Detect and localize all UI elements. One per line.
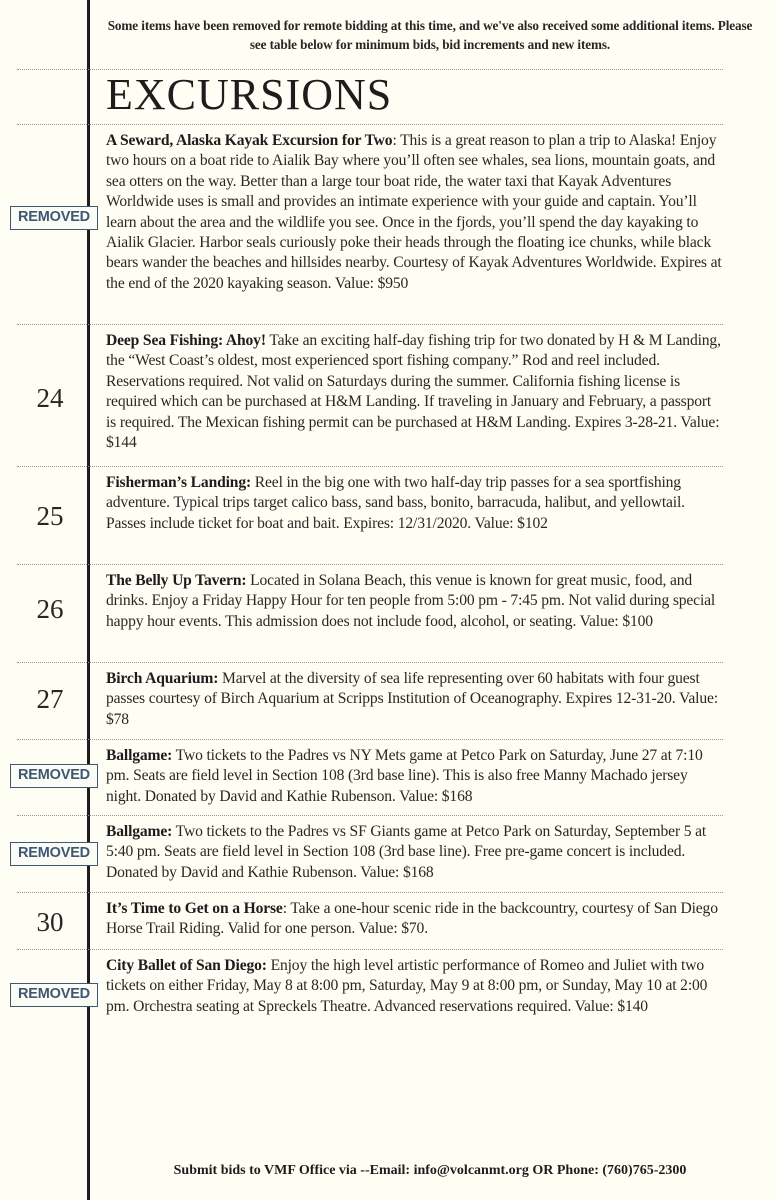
removal-notice: Some items have been removed for remote bidding at this time, and we've also received some additional items. Please see table below for minimum bids, bid increments and new items. (107, 18, 753, 52)
section-title: EXCURSIONS (106, 70, 393, 119)
item-text: Take a one-hour scenic ride in the backcountry, courtesy of San Diego Horse Trail Riding. Valid for one person. Value: $70. (106, 900, 718, 938)
item-description: It’s Time to Get on a Horse: Take a one-hour scenic ride in the backcountry, courtesy of San Diego Horse Trail Riding. Valid for one person. Value: $70. (106, 900, 718, 938)
item-text: Two tickets to the Padres vs NY Mets game at Petco Park on Saturday, June 27 at 7:10 pm. Seats are field level in Section 108 (3rd base line). This is also free Manny Machado jersey night. Donated by David and Kathie Rubenson. Value: $168 (106, 747, 703, 805)
item-title: A Seward, Alaska Kayak Excursion for Two (106, 132, 393, 149)
separator (17, 466, 723, 467)
item-number: 26 (36, 594, 64, 624)
item-description (106, 956, 722, 1017)
item-text: Located in Solana Beach, this venue is known for great music, food, and drinks. Enjoy a Friday Happy Hour for ten people from 5:00 pm - 7:45 pm. Not valid during special happy hour events. This admission does not include food, alcohol, or seating. Value: $100 (106, 572, 716, 630)
separator (17, 564, 723, 565)
item-description (106, 746, 722, 807)
item-text: This is a great reason to plan a trip to Alaska! Enjoy two hours on a boat ride to Aialik Bay where you’ll often see whales, sea lions, mountain goats, and sea otters on the way. Better than a large tour boat ride, the water taxi that Kayak Adventures Worldwide uses is small and provides an intimate experience with your guide and captain. You’ll learn about the area and the wildlife you see. Once in the fjords, you’ll spend the day kayaking to Aialik Glacier. Harbor seals curiously poke their heads through the floating ice chunks, while black bears wander the beaches and hillsides nearby. Courtesy of Kayak Adventures Worldwide. Expires at the end of the 2020 kayaking season. Value: $950 (106, 132, 722, 292)
item-text: Enjoy the high level artistic performance of Romeo and Juliet with two tickets on either Friday, May 8 at 8:00 pm, Saturday, May 9 at 8:00 pm, or Sunday, May 10 at 2:00 pm. Orchestra seating at Spreckels Theatre. Advanced reservations required. Value: $140 (106, 957, 708, 1015)
item-description (106, 822, 722, 883)
separator (17, 324, 723, 325)
item-description (106, 331, 722, 453)
separator (17, 949, 723, 950)
removed-badge: REMOVED (10, 842, 98, 866)
item-number: 25 (36, 501, 64, 531)
removed-badge: REMOVED (10, 983, 98, 1007)
item-number: 30 (36, 907, 64, 937)
item-title: Fisherman’s Landing: (106, 474, 252, 491)
item-text: Two tickets to the Padres vs SF Giants game at Petco Park on Saturday, September 5 at 5:40 pm. Seats are field level in Section 108 (3rd base line). Free pre-game concert is included. Donated by David and Kathie Rubenson. Value: $168 (106, 823, 707, 881)
removed-badge: REMOVED (10, 764, 98, 788)
vertical-rule (87, 0, 90, 1200)
separator (17, 124, 723, 125)
item-description (106, 571, 722, 632)
item-description (106, 669, 722, 730)
item-title: It’s Time to Get on a Horse (106, 900, 283, 917)
item-text: Marvel at the diversity of sea life representing over 60 habitats with four guest passes courtesy of Birch Aquarium at Scripps Institution of Oceanography. Expires 12-31-20. Value: $78 (106, 670, 718, 728)
separator (17, 662, 723, 663)
item-description: A Seward, Alaska Kayak Excursion for Two: This is a great reason to plan a trip to Alaska! Enjoy two hours on a boat ride to Aialik Bay where you’ll often see whales, sea lions, mountain goats, and sea otters on the way. Better than a large tour boat ride, the water taxi that Kayak Adventures Worldwide uses is small and provides an intimate experience with your guide and captain. You’ll learn about the area and the wildlife you see. Once in the fjords, you’ll spend the day kayaking to Aialik Glacier. Harbor seals curiously poke their heads through the floating ice chunks, while black bears wander the beaches and hillsides nearby. Courtesy of Kayak Adventures Worldwide. Expires at the end of the 2020 kayaking season. Value: $950 (106, 132, 722, 292)
item-number: 24 (36, 383, 64, 413)
separator (17, 892, 723, 893)
removed-badge: REMOVED (10, 206, 98, 230)
item-title: Ballgame: (106, 747, 173, 764)
separator (17, 739, 723, 740)
item-number: 27 (36, 684, 64, 714)
separator (17, 815, 723, 816)
item-title: City Ballet of San Diego: (106, 957, 267, 974)
item-description (106, 473, 722, 534)
submit-bids-footer: Submit bids to VMF Office via --Email: info@volcanmt.org OR Phone: (760)765-2300 (173, 1163, 687, 1178)
item-title: The Belly Up Tavern: (106, 572, 247, 589)
item-title: Ballgame: (106, 823, 173, 840)
item-text: Reel in the big one with two half-day trip passes for a sea sportfishing adventure. Typical trips target calico bass, sand bass, bonito, barracuda, halibut, and yellowtail. Passes include ticket for boat and bait. Expires: 12/31/2020. Value: $102 (106, 474, 685, 532)
item-title: Birch Aquarium: (106, 670, 219, 687)
item-title: Deep Sea Fishing: Ahoy! (106, 332, 266, 349)
item-text: Take an exciting half-day fishing trip for two donated by H & M Landing, the “West Coast’s oldest, most experienced sport fishing company.” Rod and reel included. Reservations required. Not valid on Saturdays during the summer. California fishing license is required which can be purchased at H&M Landing. If traveling in January and February, a passport is required. The Mexican fishing permit can be purchased at H&M Landing. Expires 3-28-21. Value: $144 (106, 332, 721, 452)
